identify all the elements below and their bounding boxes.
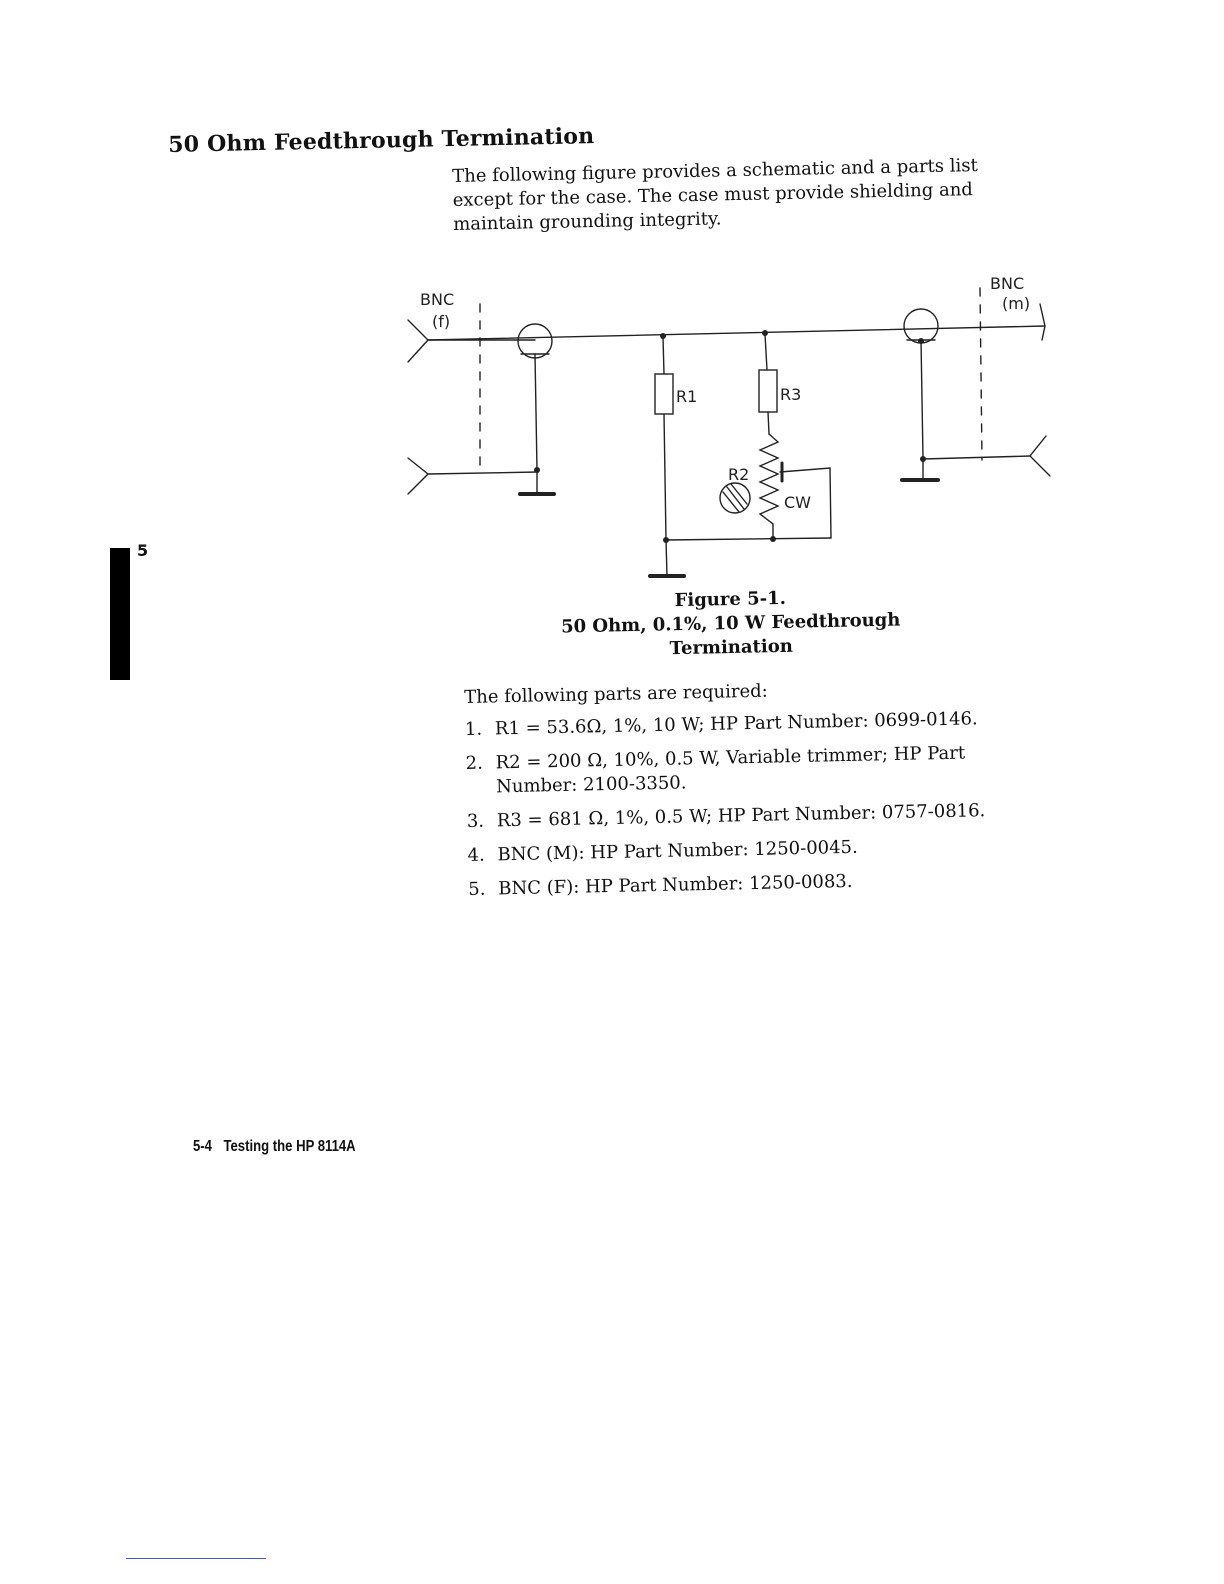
item-text: R2 = 200 Ω, 10%, 0.5 W, Variable trimmer; HP Part Number: 2100-3350. [495, 742, 966, 798]
item-text: R3 = 681 Ω, 1%, 0.5 W; HP Part Number: 0757-0816. [496, 800, 986, 832]
r2-trimmer [666, 434, 831, 540]
r2-label: R2 [728, 465, 750, 484]
r3-resistor [759, 334, 777, 434]
figure-number: Figure 5-1. [674, 587, 787, 612]
item-number: 5. [468, 878, 486, 900]
bnc-right-label: BNC [990, 274, 1025, 293]
figure-caption [520, 584, 941, 665]
section-title: Testing the HP 8114A [223, 1138, 356, 1155]
left-coax-symbol [518, 324, 552, 470]
bnc-right-connector [923, 304, 1050, 476]
item-text: BNC (M): HP Part Number: 1250-0045. [497, 836, 858, 866]
schematic-diagram [390, 262, 1070, 592]
item-text: BNC (F): HP Part Number: 1250-0083. [498, 870, 853, 900]
intro-paragraph: The following figure provides a schematic and a parts list except for the case. The case must provide shielding and maintain grounding integrity. [452, 154, 978, 235]
item-number: 3. [466, 810, 485, 832]
page-footer [193, 1138, 356, 1156]
chapter-number: 5 [137, 541, 149, 560]
list-item [467, 798, 1027, 834]
bnc-left-type-label: (f) [432, 312, 451, 331]
item-number: 1. [464, 718, 483, 740]
right-coax-symbol [904, 309, 938, 458]
r1-resistor [655, 337, 673, 540]
list-item [467, 832, 1027, 868]
parts-intro: The following parts are required: [464, 680, 768, 708]
figure-title-line-2: Termination [669, 635, 794, 660]
footer-rule [126, 1558, 266, 1559]
junction-dots [534, 330, 926, 543]
right-shield-dashed [980, 288, 982, 460]
item-number: 4. [467, 844, 485, 866]
list-item [468, 866, 1028, 902]
ground-symbols [520, 480, 938, 576]
item-number: 2. [465, 752, 484, 774]
page-number: 5-4 [193, 1138, 212, 1155]
r1-label: R1 [676, 387, 698, 406]
parts-section [464, 674, 1029, 912]
bnc-left-label: BNC [420, 290, 455, 309]
chapter-tab-marker [110, 548, 130, 680]
page-title: 50 Ohm Feedthrough Termination [168, 123, 595, 158]
item-text: R1 = 53.6Ω, 1%, 10 W; HP Part Number: 0699-0146. [494, 708, 978, 740]
figure-title-line-1: 50 Ohm, 0.1%, 10 W Feedthrough [560, 609, 901, 638]
list-item [465, 740, 1026, 800]
list-item [465, 706, 1025, 742]
parts-list [465, 706, 1029, 902]
r3-label: R3 [780, 385, 802, 404]
bnc-right-type-label: (m) [1002, 294, 1031, 313]
cw-label: CW [784, 493, 811, 512]
